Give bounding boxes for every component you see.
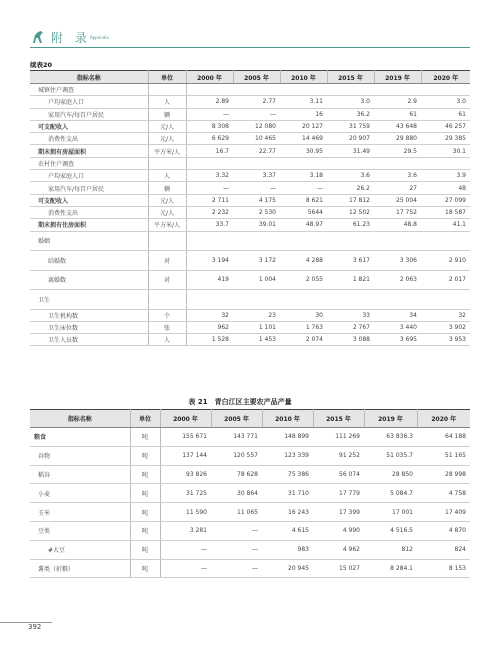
value-cell: 17 779 [313, 484, 364, 503]
value-cell: 28 998 [417, 465, 470, 484]
value-cell [233, 157, 280, 169]
value-cell: 31 759 [327, 120, 374, 132]
value-cell: 2 711 [186, 194, 233, 206]
value-cell: 8 621 [280, 194, 327, 206]
table-21 [30, 409, 470, 578]
value-cell: 3.9 [421, 170, 470, 182]
value-cell: 25 004 [374, 194, 421, 206]
value-cell [186, 231, 233, 251]
value-cell [327, 84, 374, 96]
value-cell: 8 308 [186, 120, 233, 132]
value-cell: 16 [280, 108, 327, 120]
row-label: 消费性支出 [30, 206, 148, 218]
value-cell: 3 902 [421, 321, 470, 333]
value-cell: 56 074 [313, 465, 364, 484]
value-cell: 91 252 [313, 446, 364, 465]
table-row [30, 251, 470, 271]
value-cell: 75 386 [262, 465, 313, 484]
value-cell: 1 821 [327, 270, 374, 290]
column-header: 2000 年 [160, 410, 211, 428]
value-cell: 20 945 [262, 559, 313, 578]
unit-cell: 平方米/人 [148, 145, 186, 157]
table-row [30, 309, 470, 321]
value-cell [280, 290, 327, 310]
value-cell: 41.1 [421, 219, 470, 231]
table-21-title: 表 21 青白江区主要农产品产量 [188, 398, 292, 406]
value-cell: 17 752 [374, 206, 421, 218]
table-row [30, 133, 470, 145]
table-row [30, 219, 470, 231]
row-label: 户均家庭人口 [30, 96, 148, 108]
value-cell: 5 084.7 [364, 484, 417, 503]
value-cell: 3 088 [327, 334, 374, 346]
value-cell: 123 339 [262, 446, 313, 465]
table-row [30, 182, 470, 194]
value-cell: 6 629 [186, 133, 233, 145]
table-row [30, 428, 470, 447]
value-cell: 4 962 [313, 540, 364, 559]
value-cell: 962 [186, 321, 233, 333]
table-row [30, 145, 470, 157]
value-cell [186, 84, 233, 96]
footer-rule [0, 622, 52, 623]
table-row [30, 120, 470, 132]
value-cell: 2.9 [374, 96, 421, 108]
table-row [30, 334, 470, 346]
unit-cell [148, 84, 186, 96]
row-label: 期末拥有房屋面积 [30, 145, 148, 157]
unit-cell: 元/人 [148, 206, 186, 218]
table-row [30, 108, 470, 120]
value-cell: 120 557 [211, 446, 262, 465]
value-cell: 20 907 [327, 133, 374, 145]
value-cell: 3 695 [374, 334, 421, 346]
value-cell: 33 [327, 309, 374, 321]
unit-cell: 对 [148, 270, 186, 290]
value-cell: 30 [280, 309, 327, 321]
unit-cell: 吨 [130, 465, 160, 484]
value-cell: 17 001 [364, 503, 417, 522]
unit-cell: 吨 [130, 428, 160, 447]
value-cell: 16.7 [186, 145, 233, 157]
column-header: 2020 年 [421, 71, 470, 84]
column-header: 2015 年 [327, 71, 374, 84]
horse-logo-icon [30, 28, 48, 46]
value-cell: 3.0 [421, 96, 470, 108]
unit-cell: 元/人 [148, 133, 186, 145]
value-cell: 30.95 [280, 145, 327, 157]
value-cell: 1 763 [280, 321, 327, 333]
value-cell [421, 290, 470, 310]
value-cell: 3 281 [160, 521, 211, 540]
unit-cell: 吨 [130, 521, 160, 540]
row-label: 豆类 [30, 521, 130, 540]
value-cell: 2 017 [421, 270, 470, 290]
value-cell: 26.2 [327, 182, 374, 194]
row-label: 小麦 [30, 484, 130, 503]
row-label: 离婚数 [30, 270, 148, 290]
row-label: 消费性支出 [30, 133, 148, 145]
unit-cell: 人 [148, 96, 186, 108]
header-rule [30, 47, 470, 48]
unit-cell: 吨 [130, 559, 160, 578]
value-cell: — [160, 540, 211, 559]
column-header: 2019 年 [374, 71, 421, 84]
value-cell: 983 [262, 540, 313, 559]
table-20-continued [30, 70, 470, 346]
value-cell [280, 231, 327, 251]
table-row [30, 170, 470, 182]
value-cell: 4 990 [313, 521, 364, 540]
value-cell: 2.77 [233, 96, 280, 108]
table-row [30, 290, 470, 310]
table-row [30, 194, 470, 206]
value-cell: 48.97 [280, 219, 327, 231]
value-cell: 64 188 [417, 428, 470, 447]
value-cell: 3.6 [374, 170, 421, 182]
value-cell: 27 099 [421, 194, 470, 206]
value-cell: 51 165 [417, 446, 470, 465]
value-cell: 78 628 [211, 465, 262, 484]
unit-cell: 人 [148, 170, 186, 182]
value-cell [421, 84, 470, 96]
header-title: 附 录 [51, 31, 91, 45]
table-row [30, 446, 470, 465]
value-cell [327, 290, 374, 310]
row-label: 粮食 [30, 428, 130, 447]
unit-cell [148, 157, 186, 169]
value-cell: 3.32 [186, 170, 233, 182]
table-row [30, 503, 470, 522]
row-label: 卫生 [30, 290, 148, 310]
table-row [30, 321, 470, 333]
value-cell: 30.1 [421, 145, 470, 157]
column-header: 2015 年 [313, 410, 364, 428]
value-cell: 419 [186, 270, 233, 290]
table-row [30, 270, 470, 290]
value-cell: 143 771 [211, 428, 262, 447]
value-cell: 1 528 [186, 334, 233, 346]
value-cell: 27 [374, 182, 421, 194]
value-cell [233, 290, 280, 310]
table-header-row [30, 71, 470, 84]
value-cell: 137 144 [160, 446, 211, 465]
row-label: 城镇住户调查 [30, 84, 148, 96]
value-cell [186, 157, 233, 169]
value-cell: 2 232 [186, 206, 233, 218]
column-header: 单位 [148, 71, 186, 84]
unit-cell [148, 231, 186, 251]
row-label: 玉米 [30, 503, 130, 522]
row-label: 家用汽车/每百户居民 [30, 108, 148, 120]
value-cell: 18 587 [421, 206, 470, 218]
unit-cell: 辆 [148, 182, 186, 194]
value-cell: 3 617 [327, 251, 374, 271]
value-cell: 3.6 [327, 170, 374, 182]
value-cell: 31.49 [327, 145, 374, 157]
value-cell: 3 172 [233, 251, 280, 271]
value-cell: 3.37 [233, 170, 280, 182]
value-cell: 63 836.3 [364, 428, 417, 447]
value-cell: 2 063 [374, 270, 421, 290]
value-cell: 812 [364, 540, 417, 559]
value-cell: — [211, 559, 262, 578]
table-row [30, 465, 470, 484]
unit-cell [148, 290, 186, 310]
value-cell [374, 231, 421, 251]
column-header: 2019 年 [364, 410, 417, 428]
value-cell: 2 074 [280, 334, 327, 346]
unit-cell: 个 [148, 309, 186, 321]
value-cell: 20 127 [280, 120, 327, 132]
page-header [30, 28, 470, 50]
table-row [30, 540, 470, 559]
value-cell: 3.0 [327, 96, 374, 108]
column-header: 2010 年 [280, 71, 327, 84]
value-cell: 61 [421, 108, 470, 120]
value-cell: 2.89 [186, 96, 233, 108]
row-label: 期末拥有住房面积 [30, 219, 148, 231]
value-cell: 2 767 [327, 321, 374, 333]
value-cell: 17 399 [313, 503, 364, 522]
value-cell: 48 [421, 182, 470, 194]
value-cell: 29.5 [374, 145, 421, 157]
value-cell: 93 826 [160, 465, 211, 484]
value-cell: 34 [374, 309, 421, 321]
value-cell [374, 290, 421, 310]
table-row [30, 96, 470, 108]
value-cell: 39.01 [233, 219, 280, 231]
row-label: 农村住户调查 [30, 157, 148, 169]
value-cell: 8 284.1 [364, 559, 417, 578]
value-cell [233, 231, 280, 251]
value-cell: 17 812 [327, 194, 374, 206]
value-cell: 1 004 [233, 270, 280, 290]
table-row [30, 231, 470, 251]
value-cell: 3 953 [421, 334, 470, 346]
value-cell: — [211, 521, 262, 540]
column-header: 2005 年 [233, 71, 280, 84]
table-row [30, 559, 470, 578]
unit-cell: 元/人 [148, 120, 186, 132]
value-cell: 11 065 [211, 503, 262, 522]
value-cell: 61.23 [327, 219, 374, 231]
value-cell [374, 84, 421, 96]
header-subtitle: Appendix [90, 35, 109, 40]
value-cell: 5644 [280, 206, 327, 218]
value-cell: — [233, 108, 280, 120]
value-cell [421, 231, 470, 251]
value-cell: — [211, 540, 262, 559]
value-cell: 2 055 [280, 270, 327, 290]
table-row [30, 206, 470, 218]
value-cell: 17 409 [417, 503, 470, 522]
unit-cell: 人 [148, 334, 186, 346]
row-label: 卫生机构数 [30, 309, 148, 321]
value-cell: 15 027 [313, 559, 364, 578]
value-cell [327, 231, 374, 251]
unit-cell: 对 [148, 251, 186, 271]
value-cell: 43 648 [374, 120, 421, 132]
value-cell [374, 157, 421, 169]
column-header: 2000 年 [186, 71, 233, 84]
value-cell: 4 516.5 [364, 521, 417, 540]
value-cell: 14 469 [280, 133, 327, 145]
row-label: 结婚数 [30, 251, 148, 271]
value-cell: 46 257 [421, 120, 470, 132]
value-cell [186, 290, 233, 310]
value-cell: 31 725 [160, 484, 211, 503]
value-cell: 23 [233, 309, 280, 321]
row-label: #大豆 [30, 540, 130, 559]
value-cell: 48.8 [374, 219, 421, 231]
value-cell: — [233, 182, 280, 194]
value-cell: 61 [374, 108, 421, 120]
value-cell: — [186, 182, 233, 194]
unit-cell: 吨 [130, 484, 160, 503]
row-label: 婚姻 [30, 231, 148, 251]
value-cell: 36.2 [327, 108, 374, 120]
column-header: 2005 年 [211, 410, 262, 428]
value-cell: 1 101 [233, 321, 280, 333]
row-label: 薯类（折粮） [30, 559, 130, 578]
continued-label: 续表20 [30, 61, 53, 69]
unit-cell: 吨 [130, 503, 160, 522]
value-cell: 2 910 [421, 251, 470, 271]
column-header: 2020 年 [417, 410, 470, 428]
value-cell: 32 [186, 309, 233, 321]
table-row [30, 84, 470, 96]
value-cell: 3 306 [374, 251, 421, 271]
column-header: 2010 年 [262, 410, 313, 428]
row-label: 卫生人员数 [30, 334, 148, 346]
value-cell: 3 440 [374, 321, 421, 333]
value-cell [327, 157, 374, 169]
value-cell: 155 671 [160, 428, 211, 447]
value-cell: 16 243 [262, 503, 313, 522]
table-row [30, 484, 470, 503]
row-label: 可支配收入 [30, 194, 148, 206]
value-cell: — [160, 559, 211, 578]
column-header: 指标名称 [30, 71, 148, 84]
value-cell [280, 157, 327, 169]
value-cell: 29 880 [374, 133, 421, 145]
unit-cell: 平方米/人 [148, 219, 186, 231]
value-cell [233, 84, 280, 96]
value-cell: 10 465 [233, 133, 280, 145]
value-cell [421, 157, 470, 169]
value-cell: 111 269 [313, 428, 364, 447]
table-row [30, 521, 470, 540]
value-cell: — [186, 108, 233, 120]
row-label: 卫生床位数 [30, 321, 148, 333]
value-cell: 30 864 [211, 484, 262, 503]
table-row [30, 157, 470, 169]
value-cell: 1 453 [233, 334, 280, 346]
value-cell: 51 035.7 [364, 446, 417, 465]
value-cell: 148 899 [262, 428, 313, 447]
row-label: 户均家庭人口 [30, 170, 148, 182]
value-cell: 4 758 [417, 484, 470, 503]
value-cell: 12 502 [327, 206, 374, 218]
row-label: 可支配收入 [30, 120, 148, 132]
value-cell: 31 710 [262, 484, 313, 503]
value-cell: 3.11 [280, 96, 327, 108]
table-header-row [30, 410, 470, 428]
value-cell: 28 850 [364, 465, 417, 484]
value-cell: 33.7 [186, 219, 233, 231]
column-header: 单位 [130, 410, 160, 428]
page-number: 392 [28, 623, 42, 631]
value-cell: 12 080 [233, 120, 280, 132]
row-label: 谷物 [30, 446, 130, 465]
row-label: 家用汽车/每百户居民 [30, 182, 148, 194]
value-cell: 4 870 [417, 521, 470, 540]
value-cell: 4 615 [262, 521, 313, 540]
value-cell: 8 153 [417, 559, 470, 578]
value-cell: 3.18 [280, 170, 327, 182]
unit-cell: 元/人 [148, 194, 186, 206]
value-cell: 2 530 [233, 206, 280, 218]
value-cell: 11 590 [160, 503, 211, 522]
value-cell: 3 194 [186, 251, 233, 271]
unit-cell: 辆 [148, 108, 186, 120]
value-cell: 4 175 [233, 194, 280, 206]
unit-cell: 吨 [130, 446, 160, 465]
value-cell: — [280, 182, 327, 194]
row-label: 稻谷 [30, 465, 130, 484]
value-cell: 4 288 [280, 251, 327, 271]
value-cell: 29 385 [421, 133, 470, 145]
unit-cell: 张 [148, 321, 186, 333]
column-header: 指标名称 [30, 410, 130, 428]
unit-cell: 吨 [130, 540, 160, 559]
value-cell: 32 [421, 309, 470, 321]
value-cell: 22.77 [233, 145, 280, 157]
value-cell [280, 84, 327, 96]
value-cell: 824 [417, 540, 470, 559]
